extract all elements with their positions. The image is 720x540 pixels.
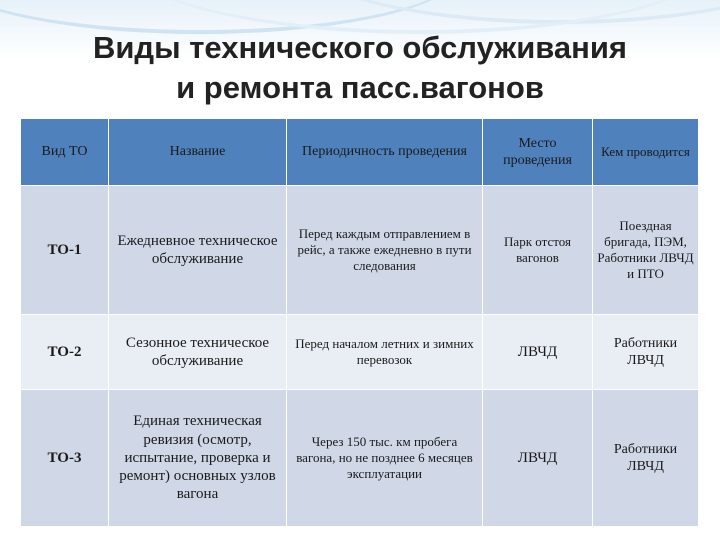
cell-place: Парк отстоя вагонов [483, 186, 593, 315]
cell-period: Перед каждым отправлением в рейс, а также ежедневно в пути следования [287, 186, 483, 315]
cell-name: Ежедневное техническое обслуживание [109, 186, 287, 315]
cell-code: ТО-2 [21, 315, 109, 390]
table-row [21, 390, 699, 527]
header-cell-name: Название [109, 119, 287, 186]
cell-name: Единая техническая ревизия (осмотр, испытание, проверка и ремонт) основных узлов вагона [109, 390, 287, 527]
slide-title [0, 28, 720, 108]
slide-title-line-2: и ремонта пасс.вагонов [176, 70, 544, 105]
cell-performer: Работники ЛВЧД [593, 390, 699, 527]
cell-code: ТО-3 [21, 390, 109, 527]
header-cell-period: Периодичность проведения [287, 119, 483, 186]
cell-place: ЛВЧД [483, 390, 593, 527]
cell-place: ЛВЧД [483, 315, 593, 390]
header-cell-type: Вид ТО [21, 119, 109, 186]
header-cell-place: Место проведения [483, 119, 593, 186]
cell-performer: Поездная бригада, ПЭМ, Работники ЛВЧД и ПТО [593, 186, 699, 315]
cell-period: Перед началом летних и зимних перевозок [287, 315, 483, 390]
cell-period: Через 150 тыс. км пробега вагона, но не позднее 6 месяцев эксплуатации [287, 390, 483, 527]
table-row [21, 315, 699, 390]
cell-name: Сезонное техническое обслуживание [109, 315, 287, 390]
header-cell-performer: Кем проводится [593, 119, 699, 186]
table-header-row [21, 119, 699, 186]
maintenance-table [20, 118, 699, 527]
slide-title-line-1: Виды технического обслуживания [92, 30, 628, 65]
cell-performer: Работники ЛВЧД [593, 315, 699, 390]
cell-code: ТО-1 [21, 186, 109, 315]
table-row [21, 186, 699, 315]
